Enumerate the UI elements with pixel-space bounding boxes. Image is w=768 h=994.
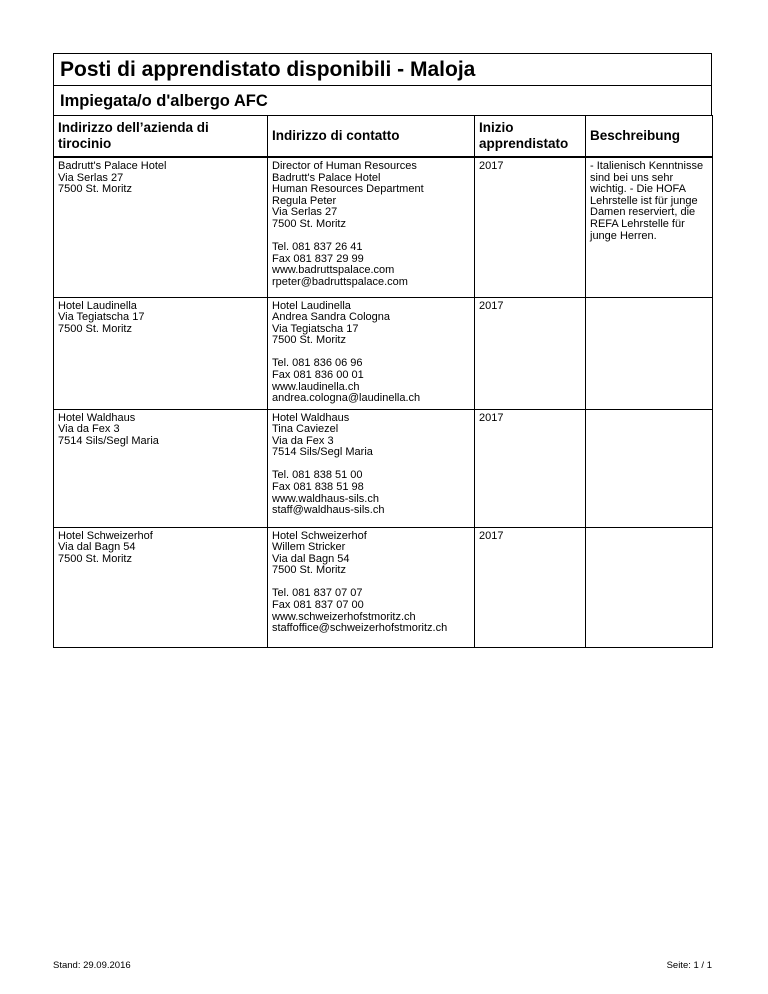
page-title: Posti di apprendistato disponibili - Maloja <box>53 53 712 85</box>
contact-address-line: 7500 St. Moritz <box>272 217 346 230</box>
contact-address-line: Via dal Bagn 54 <box>272 552 350 565</box>
contact-info-line: Fax 081 837 29 99 <box>272 252 364 265</box>
table-row <box>54 297 713 409</box>
start-year-cell: 2017 <box>475 157 586 297</box>
description-cell <box>586 297 713 409</box>
table-row <box>54 409 713 527</box>
company-address-line: 7514 Sils/Segl Maria <box>58 434 159 447</box>
company-address-cell <box>54 157 268 297</box>
description-cell <box>586 409 713 527</box>
company-address-cell <box>54 409 268 527</box>
contact-address-line: Willem Stricker <box>272 541 346 554</box>
contact-info-line: Fax 081 836 00 01 <box>272 369 364 382</box>
company-address-line: Hotel Laudinella <box>58 299 137 312</box>
start-year-cell: 2017 <box>475 409 586 527</box>
contact-address-line: Hotel Laudinella <box>272 299 351 312</box>
contact-info-line: rpeter@badruttspalace.com <box>272 275 408 288</box>
contact-address-line: Via Serlas 27 <box>272 206 338 219</box>
company-address-line: Via Serlas 27 <box>58 171 124 184</box>
contact-info-line: Fax 081 837 07 00 <box>272 599 364 612</box>
contact-info-line: www.waldhaus-sils.ch <box>272 492 379 505</box>
column-header-company: Indirizzo dell’azienda di tirocinio <box>54 116 268 158</box>
contact-info-line: Tel. 081 837 07 07 <box>272 587 363 600</box>
company-address-line: 7500 St. Moritz <box>58 552 132 565</box>
contact-address-cell <box>268 527 475 647</box>
page-subtitle: Impiegata/o d'albergo AFC <box>53 85 712 115</box>
contact-address-line: Director of Human Resources <box>272 160 417 172</box>
company-address-line: Hotel Waldhaus <box>58 411 136 424</box>
company-address-line: Badrutt's Palace Hotel <box>58 160 167 172</box>
company-address-line: Hotel Schweizerhof <box>58 529 153 542</box>
contact-info-line: Fax 081 838 51 98 <box>272 481 364 494</box>
company-address-line: 7500 St. Moritz <box>58 322 132 335</box>
company-address-line: Via dal Bagn 54 <box>58 541 136 554</box>
contact-address-cell <box>268 297 475 409</box>
contact-info-line: staff@waldhaus-sils.ch <box>272 504 385 517</box>
contact-address-line: Via da Fex 3 <box>272 434 334 447</box>
contact-address-line: Hotel Waldhaus <box>272 411 350 424</box>
contact-info-line: andrea.cologna@laudinella.ch <box>272 392 421 405</box>
table-row <box>54 527 713 647</box>
start-year-cell: 2017 <box>475 297 586 409</box>
contact-address-line: Via Tegiatscha 17 <box>272 322 359 335</box>
contact-address-line: Hotel Schweizerhof <box>272 529 367 542</box>
column-header-contact: Indirizzo di contatto <box>268 116 475 158</box>
contact-address-cell <box>268 409 475 527</box>
company-address-cell <box>54 527 268 647</box>
column-header-description: Beschreibung <box>586 116 713 158</box>
company-address-cell <box>54 297 268 409</box>
contact-info-line: Tel. 081 837 26 41 <box>272 241 363 254</box>
contact-info-line: www.laudinella.ch <box>272 380 360 393</box>
contact-address-line: Andrea Sandra Cologna <box>272 311 391 324</box>
column-header-start: Inizio apprendistato <box>475 116 586 158</box>
contact-address-line: Regula Peter <box>272 194 337 207</box>
apprenticeship-table <box>53 115 713 648</box>
contact-address-line: 7514 Sils/Segl Maria <box>272 446 373 459</box>
footer-stand-date: Stand: 29.09.2016 <box>53 960 131 971</box>
company-address-line: Via da Fex 3 <box>58 423 120 436</box>
contact-info-line: www.badruttspalace.com <box>272 264 395 277</box>
contact-address-line: 7500 St. Moritz <box>272 334 346 347</box>
table-header-row <box>54 116 713 158</box>
description-cell: - Italienisch Kenntnisse sind bei uns sehr wichtig. - Die HOFA Lehrstelle ist für junge Damen reserviert, die REFA Lehrstelle für junge Herren. <box>586 157 713 297</box>
company-address-line: 7500 St. Moritz <box>58 183 132 196</box>
contact-address-line: 7500 St. Moritz <box>272 564 346 577</box>
contact-address-cell <box>268 157 475 297</box>
contact-info-line: Tel. 081 836 06 96 <box>272 357 363 370</box>
company-address-line: Via Tegiatscha 17 <box>58 311 145 324</box>
footer-page-number: Seite: 1 / 1 <box>666 960 712 971</box>
document-sheet <box>53 53 712 648</box>
contact-address-line: Badrutt's Palace Hotel <box>272 171 381 184</box>
contact-address-line: Human Resources Department <box>272 183 424 196</box>
contact-info-line: staffoffice@schweizerhofstmoritz.ch <box>272 622 448 635</box>
start-year-cell: 2017 <box>475 527 586 647</box>
description-cell <box>586 527 713 647</box>
contact-address-line: Tina Caviezel <box>272 423 339 436</box>
contact-info-line: www.schweizerhofstmoritz.ch <box>272 610 416 623</box>
contact-info-line: Tel. 081 838 51 00 <box>272 469 363 482</box>
table-row <box>54 157 713 297</box>
